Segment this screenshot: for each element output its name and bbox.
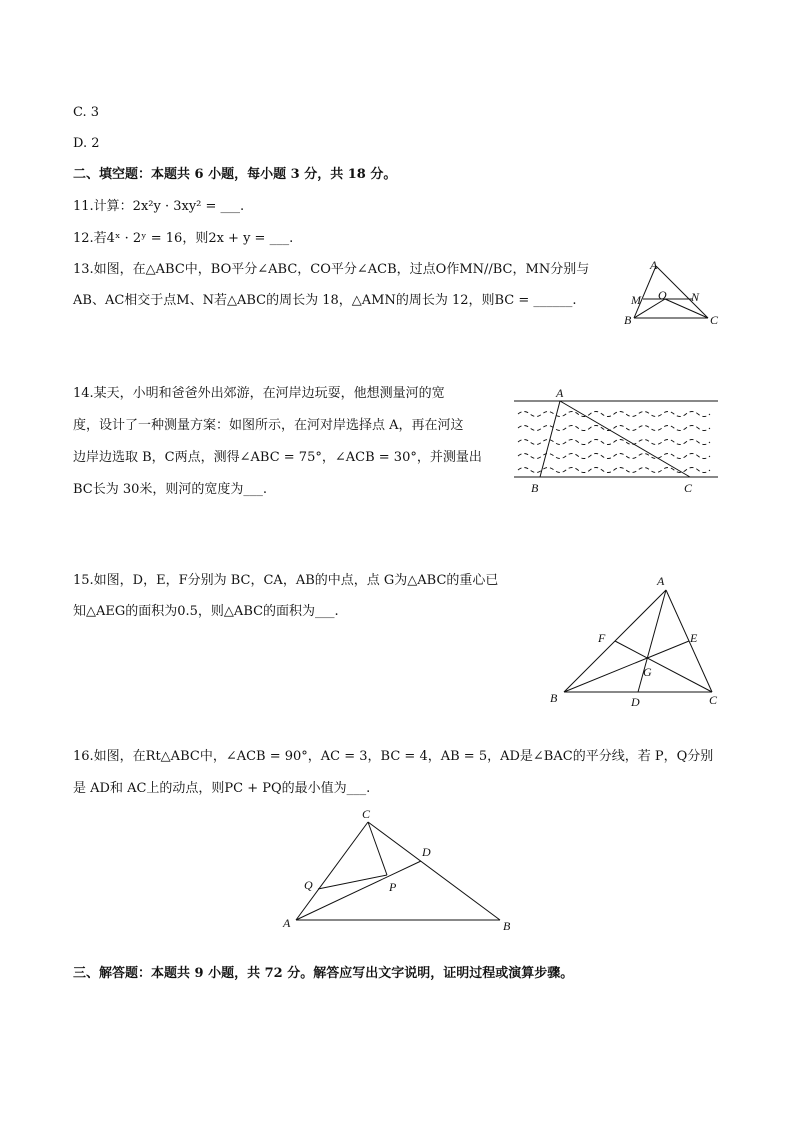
question-14-line-4: BC长为 30米，则河的宽度为___. xyxy=(73,482,268,497)
question-12: 12.若4ˣ · 2ʸ = 16，则2x + y = ___. xyxy=(73,231,294,246)
figure-14 xyxy=(510,384,722,498)
question-14-line-3: 边岸边选取 B，C两点，测得∠ABC = 75°，∠ACB = 30°，并测量出 xyxy=(73,450,482,465)
figure-13-label-o: O xyxy=(658,288,667,302)
figure-15-label-c: C xyxy=(709,693,718,707)
figure-16-label-b: B xyxy=(503,919,511,933)
figure-13-label-m: M xyxy=(631,293,641,307)
figure-16-label-q: Q xyxy=(304,878,313,892)
figure-13-label-b: B xyxy=(624,313,632,327)
question-13-line-1: 13.如图，在△ABC中，BO平分∠ABC，CO平分∠ACB，过点O作MN//BC，MN分别与 xyxy=(73,262,590,277)
question-14-line-1: 14.某天，小明和爸爸外出郊游，在河岸边玩耍，他想测量河的宽 xyxy=(73,386,445,401)
figure-13-label-a: A xyxy=(650,258,658,272)
figure-14-label-a: A xyxy=(556,386,564,400)
section-2-header: 二、填空题：本题共 6 小题，每小题 3 分，共 18 分。 xyxy=(73,167,397,182)
figure-13-label-c: C xyxy=(710,313,719,327)
figure-14-label-c: C xyxy=(684,481,693,495)
figure-15-label-a: A xyxy=(657,574,665,588)
figure-15-label-f: F xyxy=(598,631,606,645)
figure-16-label-d: D xyxy=(422,845,431,859)
question-16-line-2: 是 AD和 AC上的动点，则PC + PQ的最小值为___. xyxy=(73,781,371,796)
option-d: D. 2 xyxy=(73,136,100,151)
figure-15 xyxy=(544,570,724,710)
question-14-line-2: 度，设计了一种测量方案：如图所示，在河对岸选择点 A，再在河这 xyxy=(73,418,464,433)
figure-15-label-d: D xyxy=(631,695,640,709)
option-c: C. 3 xyxy=(73,105,100,120)
figure-14-label-b: B xyxy=(531,481,539,495)
question-15-line-1: 15.如图，D，E，F分别为 BC，CA，AB的中点，点 G为△ABC的重心已 xyxy=(73,573,499,588)
figure-16-label-a: A xyxy=(283,916,291,930)
figure-13-label-n: N xyxy=(691,290,700,304)
figure-13 xyxy=(618,256,728,332)
figure-15-label-e: E xyxy=(690,631,698,645)
question-16-line-1: 16.如图，在Rt△ABC中，∠ACB = 90°，AC = 3，BC = 4，AB = 5，AD是∠BAC的平分线，若 P，Q分别 xyxy=(73,749,714,764)
figure-16 xyxy=(278,800,518,940)
question-13-line-2: AB、AC相交于点M、N若△ABC的周长为 18，△AMN的周长为 12，则BC = ______. xyxy=(73,293,577,308)
question-11: 11.计算：2x²y · 3xy² = ___. xyxy=(73,199,245,214)
figure-16-label-c: C xyxy=(362,807,371,821)
figure-15-label-g: G xyxy=(643,665,652,679)
figure-16-label-p: P xyxy=(389,880,397,894)
section-3-header: 三、解答题：本题共 9 小题，共 72 分。解答应写出文字说明，证明过程或演算步骤。 xyxy=(73,966,574,981)
figure-15-label-b: B xyxy=(550,691,558,705)
question-15-line-2: 知△AEG的面积为0.5，则△ABC的面积为___. xyxy=(73,604,339,619)
